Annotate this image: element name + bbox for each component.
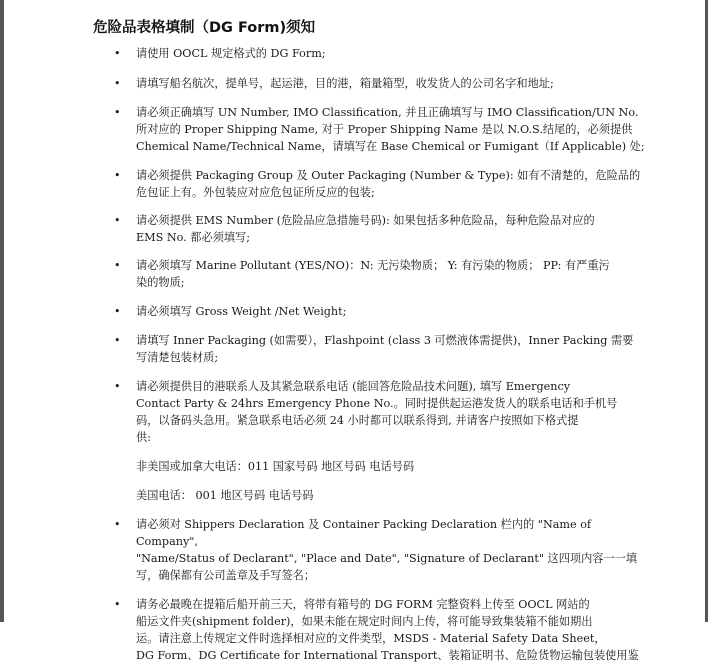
list-item [114, 332, 646, 366]
bullet-icon: • [114, 259, 121, 272]
bullet-icon: • [114, 106, 121, 119]
phone-format-line: 美国电话： 001 地区号码 电话号码 [136, 489, 314, 502]
list-item-text: 请必须提供 EMS Number (危险品应急措施号码): 如果包括多种危险品，每种危险品对应的 EMS No. 都必须填写; [136, 214, 595, 244]
list-item [114, 104, 646, 155]
list-item-text: 请填写船名航次，提单号，起运港，目的港，箱量箱型，收发货人的公司名字和地址; [136, 77, 554, 90]
list-item [114, 596, 646, 664]
bullet-icon: • [114, 380, 121, 393]
list-item-text: 请务必最晚在提箱后船开前三天，将带有箱号的 DG FORM 完整资料上传至 OOCL 网站的 船运文件夹(shipment folder)，如果未能在规定时间内上传，将可能导致集装箱不能如期出 运。请注意上传规定文件时选择相对应的文件类型，MSDS - Material Safety Data Sheet， DG Form、DG Certificate for International Transport、装箱证明书、危险货物运输包装使用鉴 [136, 598, 639, 662]
list-item-text: 请必须提供 Packaging Group 及 Outer Packaging (Number & Type): 如有不清楚的，危险品的 危包证上有。外包装应对应危包证所反应的包装; [136, 169, 641, 199]
list-item [114, 75, 646, 92]
list-item [114, 378, 646, 446]
list-item-text: 请必须填写 Gross Weight /Net Weight; [136, 305, 347, 318]
list-item [114, 303, 646, 320]
list-item [114, 167, 646, 201]
list-item-text: 请必须提供目的港联系人及其紧急联系电话 (能回答危险品技术问题), 填写 Emergency Contact Party & 24hrs Emergency Phone No.。同时提供起运港发货人的联系电话和手机号 码，以备码头急用。紧急联系电话必须 24 小时都可以联系得到, 并请客户按照如下格式提 供: [136, 380, 618, 444]
bullet-icon: • [114, 598, 121, 611]
bullet-icon: • [114, 518, 121, 531]
document-title: 危险品表格填制（DG Form)须知 [93, 20, 316, 36]
list-item-text: 请必须填写 Marine Pollutant (YES/NO)：N: 无污染物质； Y: 有污染的物质； PP: 有严重污 染的物质; [136, 259, 610, 289]
list-item [114, 212, 646, 246]
bullet-icon: • [114, 169, 121, 182]
bullet-icon: • [114, 77, 121, 90]
list-item-text: 请必须对 Shippers Declaration 及 Container Packing Declaration 栏内的 "Name of Company", "Name/Status of Declarant", "Place and Date", "Signature of Declarant" 这四项内容一一填 写，确保都有公司盖章及手写签名； [136, 518, 638, 582]
list-item [114, 257, 646, 291]
bullet-icon: • [114, 305, 121, 318]
list-item-text: 请必须正确填写 UN Number, IMO Classification, 并且正确填写与 IMO Classification/UN No. 所对应的 Proper Shipping Name, 对于 Proper Shipping Name 是以 N.O.S.结尾的，必须提供 Chemical Name/Technical Name，请填写在 Base Chemical or Fumigant（If Applicable) 处; [136, 106, 645, 153]
list-item [114, 516, 646, 584]
bullet-icon: • [114, 47, 121, 60]
list-item-text: 请使用 OOCL 规定格式的 DG Form; [136, 47, 326, 60]
list-item-text: 请填写 Inner Packaging (如需要），Flashpoint (class 3 可燃液体需提供)，Inner Packing 需要 写清楚包装材质; [136, 334, 634, 364]
phone-format-line: 非美国或加拿大电话：011 国家号码 地区号码 电话号码 [136, 460, 415, 473]
list-item [114, 45, 646, 62]
instruction-list [0, 45, 708, 664]
bullet-icon: • [114, 334, 121, 347]
bullet-icon: • [114, 214, 121, 227]
